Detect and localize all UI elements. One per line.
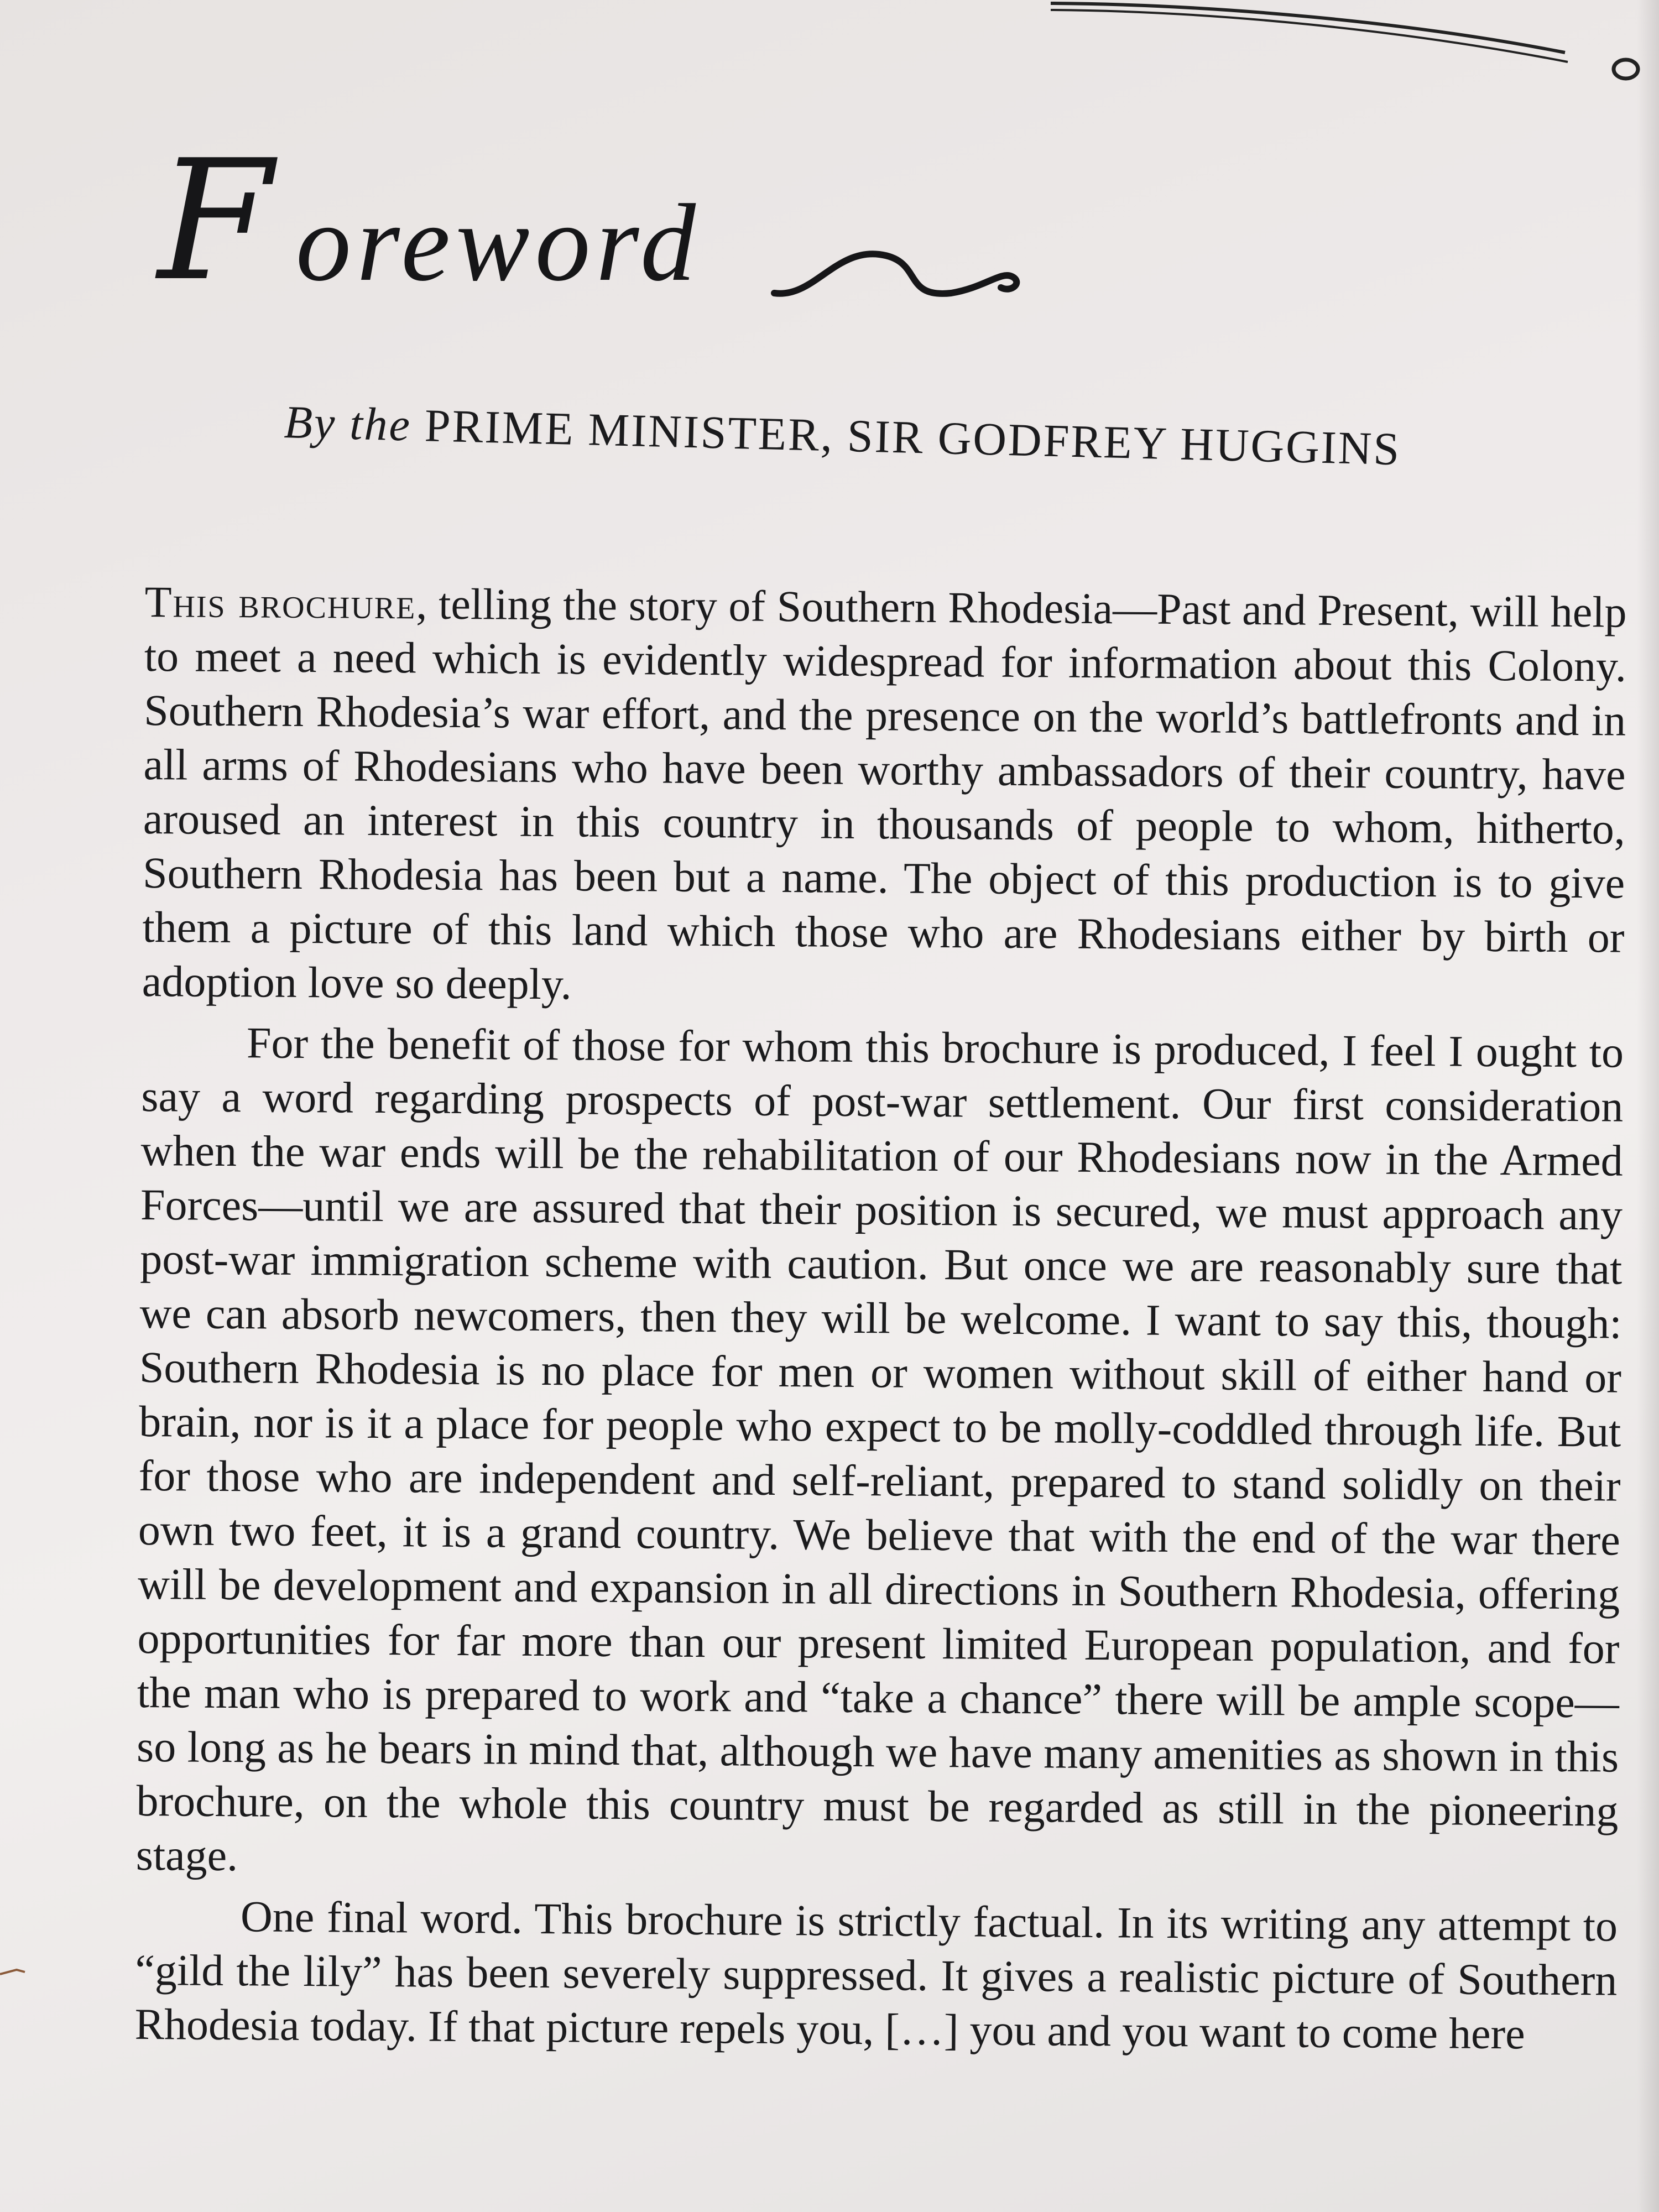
- heading-swash-icon: [769, 232, 1034, 315]
- heading-text: oreword: [296, 182, 701, 304]
- heading-initial: F: [158, 124, 273, 317]
- corner-flourish-ornament: [1051, 0, 1648, 94]
- paragraph-2: For the benefit of those for whom this brochure is produced, I feel I ought to say a word regarding prospects of post-war settlement. Our first consideration when the war ends will be the rehabilitation of our Rhodesians now in the Armed Forces—until we are assured that their position is secured, we must approach any post-war immigration scheme with caution. But once we are reasonably sure that we can absorb newcomers, then they will be welcome. I want to say this, though: Southern Rhodesia is no place for men or women without skill of either hand or brain, nor is it a place for people who expect to be molly-coddled through life. But for those who are independent and self-reliant, prepared to stand solidly on their own two feet, it is a grand country. We believe that with the end of the war there will be development and expansion in all directions in Southern Rhodesia, offering opportunities for far more than our present limited European population, and for the man who is prepared to work and “take a chance” there will be ample scope—so long as he bears in mind that, although we have many amenities as shown in this brochure, on the whole this country must be regarded as still in the pioneering stage.: [135, 1019, 1624, 1881]
- byline: [284, 395, 1557, 480]
- foreword-body: [134, 575, 1627, 2069]
- paragraph-3: One final word. This brochure is strictly factual. In its writing any attempt to “gild the lily” has been severely suppressed. It gives a realistic picture of Southern Rhodesia today. If that picture repels you, […] you and you want to come here: [134, 1892, 1618, 2059]
- paragraph-1-text: , telling the story of Southern Rhodesia—Past and Present, will help to meet a need which is evidently widespread for information about this Colony. Southern Rhodesia’s war effort, and the presence on the world’s battlefronts and in all arms of Rhodesians who have been worthy ambassadors of their country, have aroused an interest in this country in thousands of people to whom, hitherto, Southern Rhodesia has been but a name. The object of this production is to give them a picture of this land which those who are Rhodesians either by birth or adoption love so deeply.: [142, 580, 1627, 1009]
- lead-in-small-caps: This brochure: [144, 577, 416, 629]
- paragraph-1: [142, 575, 1627, 1019]
- page-edge-shadow: [1637, 0, 1659, 2212]
- page-stain-mark: [0, 1958, 33, 1991]
- foreword-heading: [158, 124, 987, 321]
- byline-prefix: By the: [283, 396, 413, 451]
- byline-name: PRIME MINISTER, SIR GODFREY HUGGINS: [424, 400, 1402, 476]
